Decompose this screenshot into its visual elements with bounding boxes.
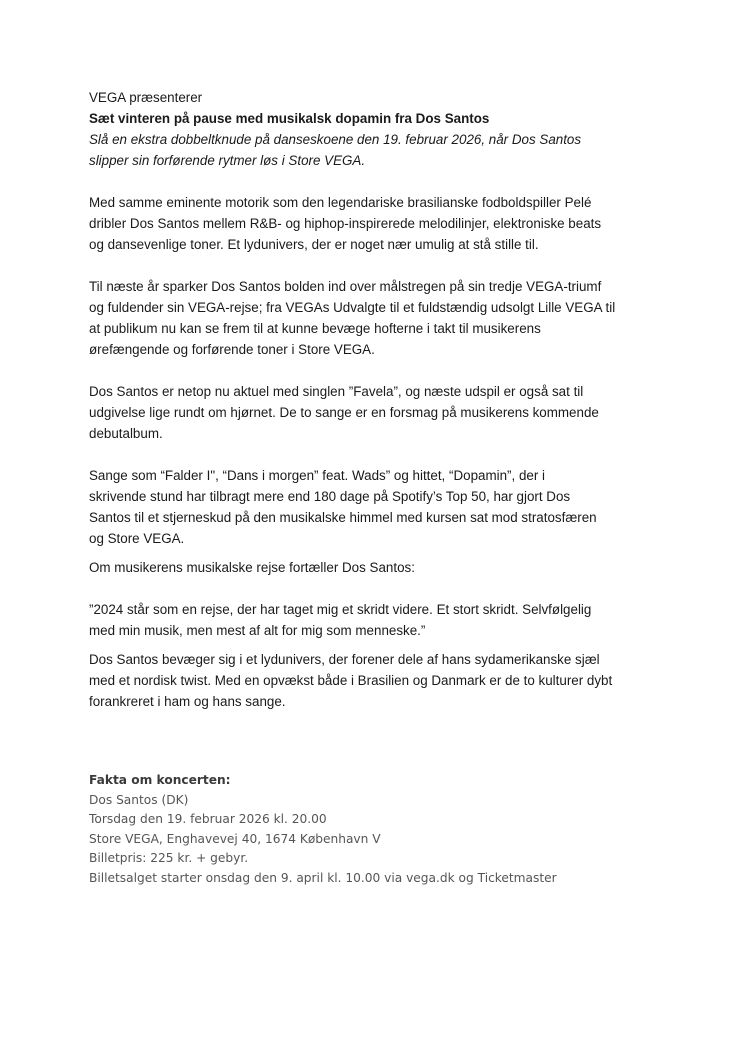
paragraph-6-line: med et nordisk twist. Med en opvækst både i Brasilien og Danmark er de to kulturer dybt bbox=[89, 673, 613, 688]
paragraph-2-line: at publikum nu kan se frem til at kunne bevæge hofterne i takt til musikerens bbox=[89, 321, 541, 336]
paragraph-5 bbox=[89, 557, 669, 578]
paragraph-2-line: ørefængende og forførende toner i Store VEGA. bbox=[89, 342, 375, 357]
paragraph-3 bbox=[89, 381, 669, 444]
lead-line-2: slipper sin forførende rytmer løs i Store VEGA. bbox=[89, 153, 366, 168]
paragraph-1-line: og dansevenlige toner. Et lydunivers, der er noget nær umulig at stå stille til. bbox=[89, 237, 539, 252]
paragraph-4 bbox=[89, 465, 669, 549]
paragraph-1-line: Med samme eminente motorik som den legendariske brasilianske fodboldspiller Pelé bbox=[89, 195, 592, 210]
paragraph-4-line: Sange som “Falder I", “Dans i morgen” feat. Wads” og hittet, “Dopamin”, der i bbox=[89, 468, 545, 483]
concert-facts bbox=[89, 771, 669, 888]
presenter-line: VEGA præsenterer bbox=[89, 90, 203, 105]
paragraph-2 bbox=[89, 276, 669, 360]
lead-line-1: Slå en ekstra dobbeltknude på danseskoene den 19. februar 2026, når Dos Santos bbox=[89, 132, 582, 147]
headline: Sæt vinteren på pause med musikalsk dopamin fra Dos Santos bbox=[89, 111, 490, 126]
press-release bbox=[89, 87, 669, 712]
facts-ticket-sale: Billetsalget starter onsdag den 9. april kl. 10.00 via vega.dk og Ticketmaster bbox=[89, 870, 557, 885]
paragraph-3-line: Dos Santos er netop nu aktuel med singlen ”Favela”, og næste udspil er også sat til bbox=[89, 384, 584, 399]
quote-line: ”2024 står som en rejse, der har taget mig et skridt videre. Et stort skridt. Selvfølgelig bbox=[89, 602, 592, 617]
paragraph-5-line: Om musikerens musikalske rejse fortæller Dos Santos: bbox=[89, 560, 415, 575]
paragraph-6 bbox=[89, 649, 669, 712]
facts-price: Billetpris: 225 kr. + gebyr. bbox=[89, 851, 249, 865]
paragraph-6-line: Dos Santos bevæger sig i et lydunivers, der forener dele af hans sydamerikanske sjæl bbox=[89, 652, 600, 667]
paragraph-1 bbox=[89, 192, 669, 255]
quote-line: med min musik, men mest af alt for mig som menneske.” bbox=[89, 623, 426, 638]
facts-artist: Dos Santos (DK) bbox=[89, 792, 189, 807]
paragraph-4-line: Santos til et stjerneskud på den musikalske himmel med kursen sat mod stratosfæren bbox=[89, 510, 597, 525]
paragraph-4-line: skrivende stund har tilbragt mere end 180 dage på Spotify’s Top 50, har gjort Dos bbox=[89, 489, 571, 504]
paragraph-2-line: Til næste år sparker Dos Santos bolden ind over målstregen på sin tredje VEGA-triumf bbox=[89, 279, 602, 294]
paragraph-1-line: dribler Dos Santos mellem R&B- og hiphop-inspirerede melodilinjer, elektroniske beats bbox=[89, 216, 602, 231]
facts-date: Torsdag den 19. februar 2026 kl. 20.00 bbox=[89, 812, 327, 826]
paragraph-4-line: og Store VEGA. bbox=[89, 531, 185, 546]
paragraph-3-line: debutalbum. bbox=[89, 426, 163, 441]
paragraph-6-line: forankreret i ham og hans sange. bbox=[89, 694, 286, 709]
paragraph-2-line: og fuldender sin VEGA-rejse; fra VEGAs Udvalgte til et fuldstændig udsolgt Lille VEGA til bbox=[89, 300, 616, 315]
facts-title: Fakta om koncerten: bbox=[89, 773, 231, 787]
facts-venue: Store VEGA, Enghavevej 40, 1674 København V bbox=[89, 831, 381, 846]
quote bbox=[89, 599, 669, 641]
paragraph-3-line: udgivelse lige rundt om hjørnet. De to sange er en forsmag på musikerens kommende bbox=[89, 405, 599, 420]
